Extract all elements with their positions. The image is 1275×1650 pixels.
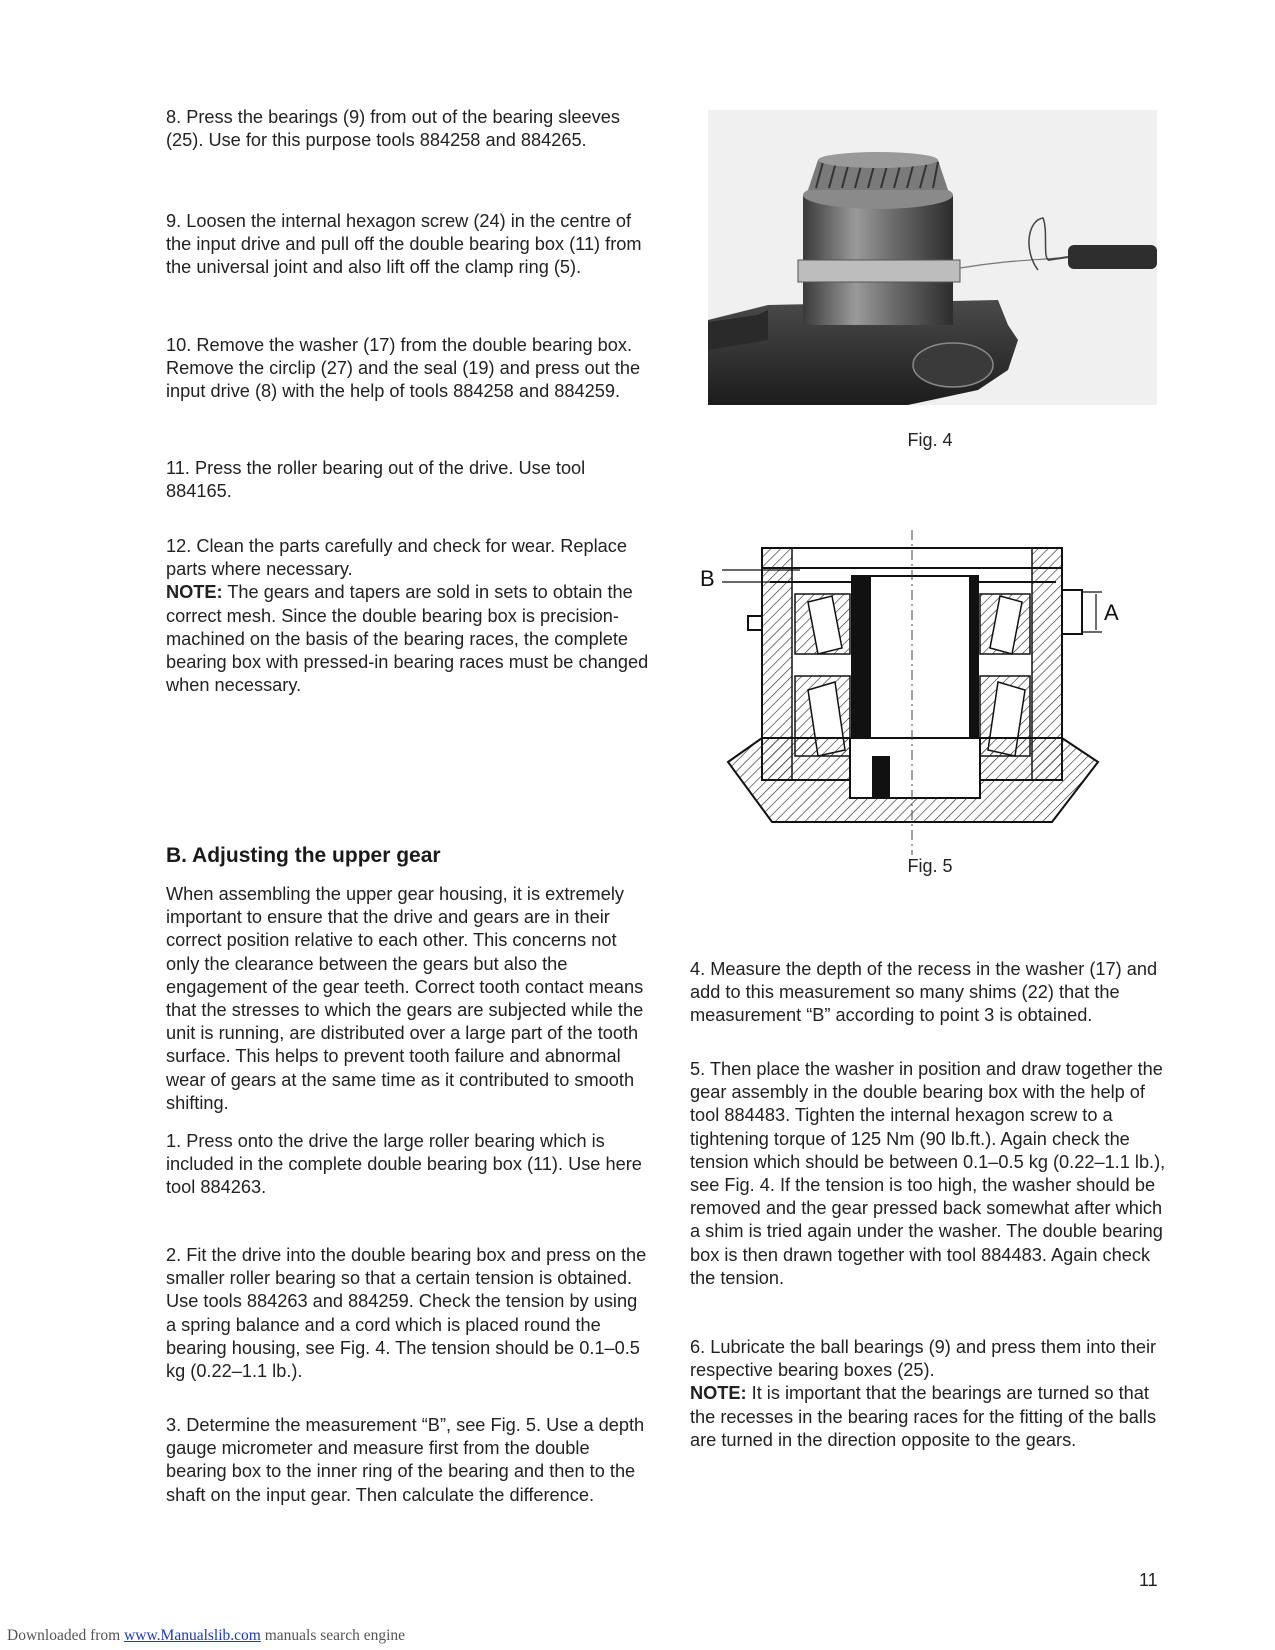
step-b2-text: 2. Fit the drive into the double bearing box and press on the smaller roller bearing so that a certain tension is obtained. Use tools 884263 and 884259. Check the tension by using a spring balance and a cord which is placed round the bearing housing, see Fig. 4. The tension should be 0.1–0.5 kg (0.22–1.1 lb.). (166, 1245, 647, 1382)
step-b6-block (690, 1336, 1172, 1452)
step-b3-text: 3. Determine the measurement “B”, see Fig. 5. Use a depth gauge micrometer and measure first from the double bearing box to the inner ring of the bearing and then to the shaft on the input gear. Then calculate the difference. (166, 1415, 645, 1505)
step-12-text: 12. Clean the parts carefully and check for wear. Replace parts where necessary. (166, 536, 628, 580)
footer (7, 1627, 405, 1645)
note-text: The gears and tapers are sold in sets to obtain the correct mesh. Since the double bearing box is precision-machined on the basis of the bearing races, the complete bearing box with pressed-in bearing races must be changed when necessary. (166, 582, 649, 696)
footer-prefix: Downloaded from (7, 1627, 125, 1644)
note-label-2: NOTE: (690, 1383, 747, 1404)
step-12-block (166, 535, 650, 697)
step-11-text: 11. Press the roller bearing out of the drive. Use tool 884165. (166, 458, 586, 502)
footer-link[interactable]: www.Manualslib.com (124, 1627, 261, 1644)
step-b6-text: 6. Lubricate the ball bearings (9) and press them into their respective bearing boxes (25). (690, 1337, 1157, 1381)
fig5-label-a: A (1104, 600, 1119, 625)
fig5-diagram (700, 530, 1160, 855)
intro-paragraph: When assembling the upper gear housing, it is extremely important to ensure that the drive and gears are in their correct position relative to each other. This concerns not only the clearance between the gears but also the engagement of the gear teeth. Correct tooth contact means that the stresses to which the gears are subjected while the unit is running, are distributed over a large part of the tooth surface. This helps to prevent tooth failure and abnormal wear of gears at the same time as it contributed to smooth shifting. (166, 884, 644, 1113)
page-number: 11 (1139, 1570, 1158, 1590)
note-label: NOTE: (166, 582, 223, 603)
fig4-photo (708, 110, 1157, 405)
step-8-text: 8. Press the bearings (9) from out of the bearing sleeves (25). Use for this purpose tools 884258 and 884265. (166, 107, 620, 151)
footer-suffix: manuals search engine (260, 1627, 406, 1644)
step-b1-text: 1. Press onto the drive the large roller bearing which is included in the complete double bearing box (11). Use here tool 884263. (166, 1131, 642, 1198)
step-9-text: 9. Loosen the internal hexagon screw (24) in the centre of the input drive and pull off the double bearing box (11) from the universal joint and also lift off the clamp ring (5). (166, 211, 642, 278)
step-b5-text: 5. Then place the washer in position and draw together the gear assembly in the double bearing box with the help of tool 884483. Tighten the internal hexagon screw to a tightening torque of 125 Nm (90 lb.ft.). Again check the tension which should be between 0.1–0.5 kg (0.22–1.1 lb.), see Fig. 4. If the tension is too high, the washer should be removed and the gear pressed back somewhat after which a shim is tried again under the washer. The double bearing box is then drawn together with tool 884483. Again check the tension. (690, 1059, 1166, 1288)
fig4-caption: Fig. 4 (907, 430, 953, 450)
fig5-caption: Fig. 5 (907, 856, 953, 876)
section-heading: B. Adjusting the upper gear (166, 844, 441, 867)
fig4-photo-illustration (708, 110, 1157, 405)
note-text-2: It is important that the bearings are turned so that the recesses in the bearing races for the fitting of the balls are turned in the direction opposite to the gears. (690, 1383, 1157, 1450)
step-10-text: 10. Remove the washer (17) from the double bearing box. Remove the circlip (27) and the seal (19) and press out the input drive (8) with the help of tools 884258 and 884259. (166, 335, 641, 402)
step-b4-text: 4. Measure the depth of the recess in the washer (17) and add to this measurement so many shims (22) that the measurement “B” according to point 3 is obtained. (690, 959, 1158, 1026)
fig5-label-b: B (700, 566, 715, 591)
